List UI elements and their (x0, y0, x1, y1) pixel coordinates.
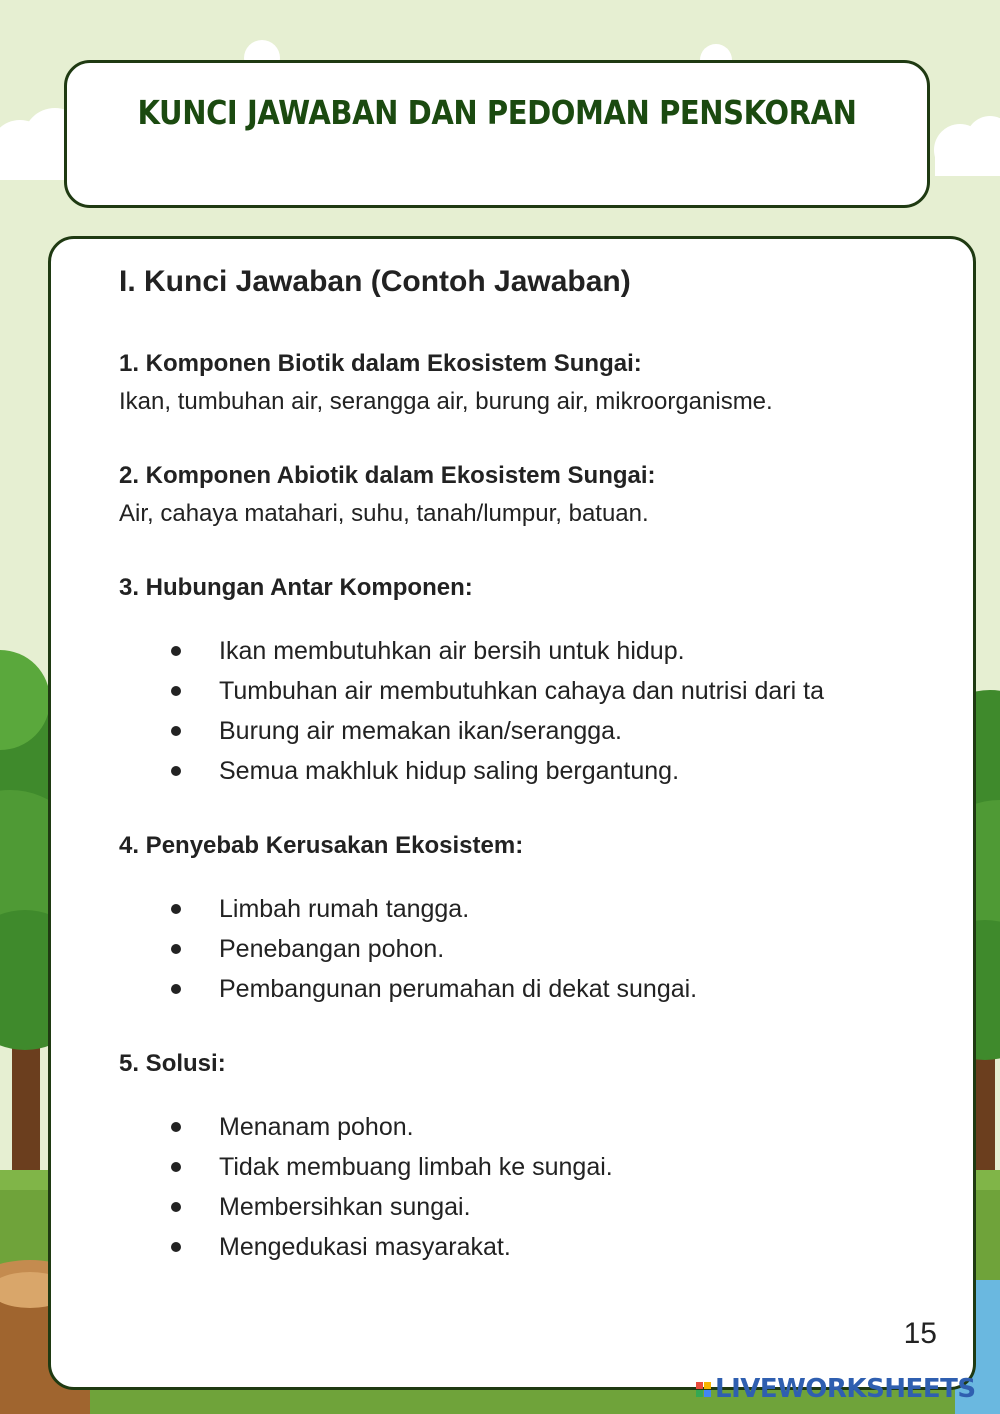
bullet-icon (171, 1122, 181, 1132)
bullet-icon (171, 766, 181, 776)
section-biotic (119, 345, 949, 421)
list-item-text: Mengedukasi masyarakat. (219, 1233, 511, 1261)
list-item-text: Tumbuhan air membutuhkan cahaya dan nutrisi dari ta (219, 677, 824, 705)
list-item-text: Ikan membutuhkan air bersih untuk hidup. (219, 637, 685, 665)
bullet-icon (171, 1242, 181, 1252)
list-item (119, 1107, 949, 1147)
main-heading: I. Kunci Jawaban (Contoh Jawaban) (119, 265, 631, 298)
bullet-icon (171, 904, 181, 914)
list-item-text: Membersihkan sungai. (219, 1193, 471, 1221)
list-item (119, 889, 949, 929)
list-item (119, 969, 949, 1009)
bullet-list (119, 1107, 949, 1267)
liveworksheets-logo-icon (696, 1382, 711, 1397)
section-text: Air, cahaya matahari, suhu, tanah/lumpur, batuan. (119, 500, 649, 527)
list-item (119, 711, 949, 751)
list-item-text: Semua makhluk hidup saling bergantung. (219, 757, 680, 785)
answer-key-document (119, 265, 949, 1303)
section-damage-causes (119, 827, 949, 1009)
list-item-text: Tidak membuang limbah ke sungai. (219, 1153, 613, 1181)
section-heading: 1. Komponen Biotik dalam Ekosistem Sungai: (119, 350, 642, 377)
title-box (64, 60, 930, 208)
list-item-text: Penebangan pohon. (219, 935, 445, 963)
list-item (119, 1147, 949, 1187)
liveworksheets-watermark[interactable] (696, 1374, 976, 1404)
section-abiotic (119, 457, 949, 533)
list-item-text: Limbah rumah tangga. (219, 895, 470, 923)
list-item-text: Burung air memakan ikan/serangga. (219, 717, 623, 745)
section-text: Ikan, tumbuhan air, serangga air, burung air, mikroorganisme. (119, 388, 773, 415)
bullet-icon (171, 686, 181, 696)
page-title: KUNCI JAWABAN DAN PEDOMAN PENSKORAN (137, 93, 857, 132)
watermark-text: LIVEWORKSHEETS (715, 1374, 976, 1404)
page-number: 15 (903, 1317, 937, 1350)
section-heading: 2. Komponen Abiotik dalam Ekosistem Sungai: (119, 462, 656, 489)
bullet-icon (171, 1162, 181, 1172)
bullet-icon (171, 984, 181, 994)
answer-key-card (48, 236, 976, 1390)
bullet-icon (171, 646, 181, 656)
section-heading: 3. Hubungan Antar Komponen: (119, 574, 473, 601)
list-item (119, 751, 949, 791)
bullet-icon (171, 944, 181, 954)
bullet-list (119, 631, 949, 791)
list-item (119, 929, 949, 969)
list-item (119, 1227, 949, 1267)
bullet-icon (171, 1202, 181, 1212)
section-relationships (119, 569, 949, 791)
section-solutions (119, 1045, 949, 1267)
list-item (119, 631, 949, 671)
bullet-icon (171, 726, 181, 736)
list-item-text: Pembangunan perumahan di dekat sungai. (219, 975, 698, 1003)
list-item (119, 1187, 949, 1227)
list-item-text: Menanam pohon. (219, 1113, 414, 1141)
section-heading: 4. Penyebab Kerusakan Ekosistem: (119, 832, 524, 859)
list-item (119, 671, 949, 711)
section-heading: 5. Solusi: (119, 1050, 226, 1077)
bullet-list (119, 889, 949, 1009)
